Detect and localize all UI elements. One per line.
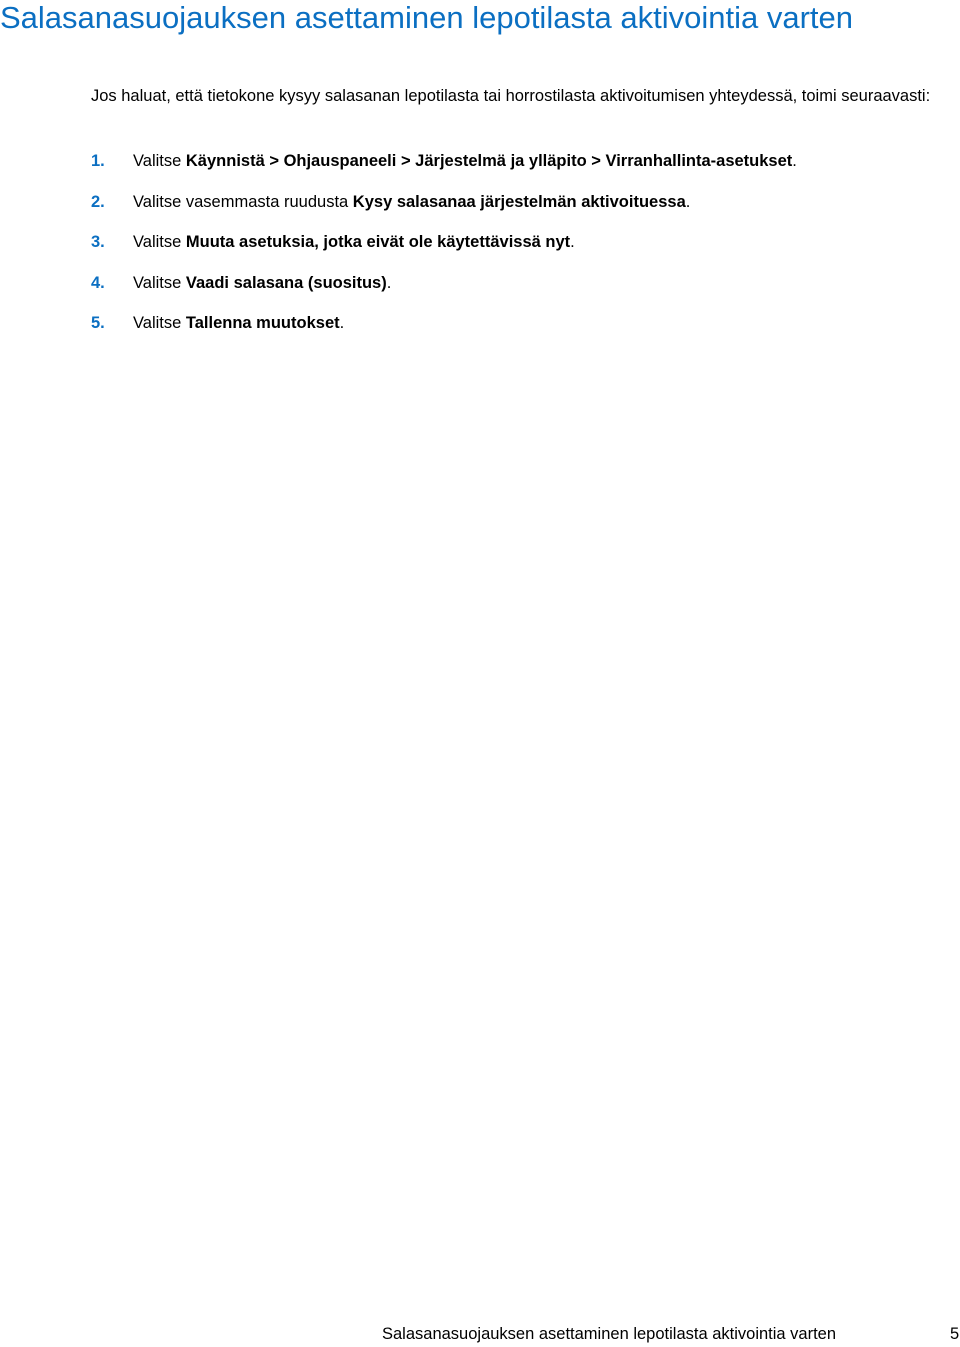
step-suffix: . xyxy=(570,233,575,251)
step-text: Valitse xyxy=(133,152,186,170)
steps-list xyxy=(91,148,951,351)
option-name: Muuta asetuksia, jotka eivät ole käytettävissä nyt xyxy=(185,233,571,251)
step-number: 5. xyxy=(91,314,105,332)
path-separator: > xyxy=(264,152,284,170)
menu-path-control-panel: Ohjauspaneeli xyxy=(283,152,397,170)
option-name: Tallenna muutokset xyxy=(185,314,340,332)
step-number: 4. xyxy=(91,273,105,292)
step-text: Valitse xyxy=(133,314,186,332)
step-text: Valitse vasemmasta ruudusta xyxy=(133,192,353,211)
page-title: Salasanasuojauksen asettaminen lepotilasta aktivointia varten xyxy=(0,0,854,35)
menu-path-system: Järjestelmä ja ylläpito xyxy=(415,152,587,170)
option-name: Vaadi salasana (suositus) xyxy=(185,273,387,292)
step-item xyxy=(91,310,951,351)
step-suffix: . xyxy=(792,152,797,170)
step-number: 1. xyxy=(91,152,105,170)
step-item xyxy=(91,148,951,189)
step-text: Valitse xyxy=(133,273,186,292)
step-number: 3. xyxy=(91,233,105,251)
page-number: 5 xyxy=(950,1325,960,1343)
step-number: 2. xyxy=(91,192,105,211)
path-separator: > xyxy=(586,152,606,170)
menu-path-power-options: Virranhallinta-asetukset xyxy=(605,152,793,170)
step-item xyxy=(91,270,951,311)
step-suffix: . xyxy=(339,314,345,332)
step-item xyxy=(91,229,951,270)
menu-path-start: Käynnistä xyxy=(185,152,265,170)
step-suffix: . xyxy=(386,273,392,292)
step-item xyxy=(91,189,951,230)
step-text: Valitse xyxy=(133,233,186,251)
option-name: Kysy salasanaa järjestelmän aktivoituessa xyxy=(352,192,686,211)
path-separator: > xyxy=(396,152,416,170)
step-suffix: . xyxy=(685,192,691,211)
footer-section-title: Salasanasuojauksen asettaminen lepotilasta aktivointia varten xyxy=(382,1325,837,1343)
intro-paragraph: Jos haluat, että tietokone kysyy salasanan lepotilasta tai horrostilasta aktivoitumisen yhteydessä, toimi seuraavasti: xyxy=(91,87,931,105)
